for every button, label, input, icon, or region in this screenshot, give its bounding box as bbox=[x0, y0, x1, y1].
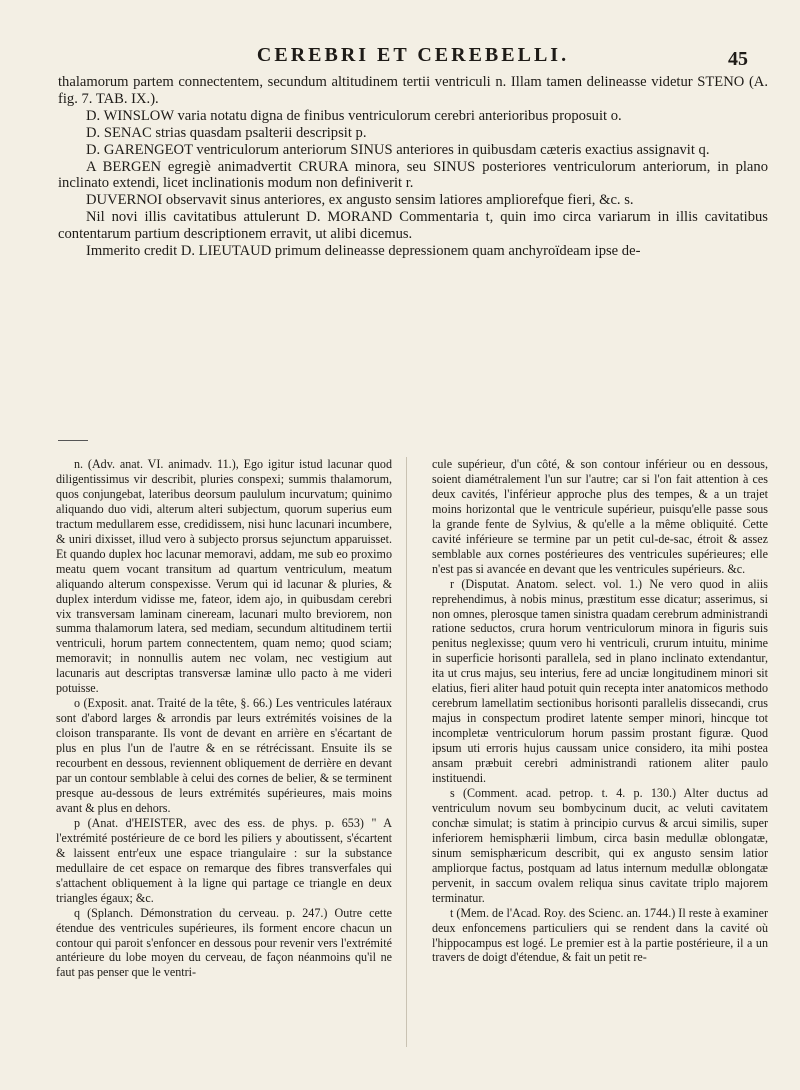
footnote: p (Anat. d'HEISTER, avec des ess. de phys. p. 653) " A l'extrémité postérieure de ce bord les piliers y aboutissent, s'écartent & laissent entr'eux une espace triangulaire : sur la substance medullaire de cet espace on remarque des fibres transverfales qui s'attachent obliquement à la ligne qui partage ce triangle en deux triangles égaux; &c. bbox=[56, 815, 392, 905]
footnotes bbox=[56, 457, 768, 980]
footnote: o (Exposit. anat. Traité de la tête, §. 66.) Les ventricules latéraux sont d'abord larges & arrondis par leurs extrémités voisines de la cloison transparante. Ils vont de devant en arrière en s'écartant de plus en plus l'un de l'autre & en se rétrécissant. Ensuite ils se recourbent en dessous, reviennent obliquement de derrière en devant par un contour semblable à celui des cornes de belier, & se terminent presque au-dessous de leurs extrémités supérieures, mais moins avant & plus en dehors. bbox=[56, 696, 392, 815]
main-paragraph: D. SENAC strias quasdam psalterii descripsit p. bbox=[86, 124, 367, 141]
running-title: CEREBRI ET CEREBELLI. bbox=[256, 44, 570, 66]
footnote: n. (Adv. anat. VI. animadv. 11.), Ego igitur istud lacunar quod diligentissimus vir describit, pluries conspexi; summis thalamorum, quos conjungebat, lateribus deorsum paululum incurvatum; quinimo aliquando duo vidi, alterum alteri subjectum, quorum superius eum tractum medullarem esse, credidissem, nisi hunc lacunari incumbere, & uniri dixisset, illud vero à subjecto prorsus sejunctum apparuisset. Et quando duplex hoc lacunar memoravi, addam, me sub eo proximo meatu quem vocant transitum ad quartum ventriculum, meatum aliquando alterum conspexisse. Verum qui id lacunar & pluries, & duplex interdum vidisse me, fateor, idem ajo, in quibusdam cerebri vix transversam laminam cineream, lacunari multo breviorem, non summa thalamorum latera, sed mediam, secundum altitudinem tertii ventriculi, horum partem connectentem, quam nemo; quod sciam; memoravit; in nonnullis autem nec volam, nec vestigium aut lacunaris aut descriptas transversæ laminæ ullo pacto à me videri potuisse. bbox=[56, 457, 392, 696]
main-paragraph: D. WINSLOW varia notatu digna de finibus ventriculorum cerebri anterioribus proposuit o. bbox=[86, 107, 622, 124]
main-paragraph: thalamorum partem connectentem, secundum altitudinem tertii ventriculi n. Illam tamen delineasse videtur STENO (A. fig. 7. TAB. IX.). bbox=[58, 74, 768, 107]
main-paragraph: Immerito credit D. LIEUTAUD primum delineasse depressionem quam anchyroïdeam ipse de- bbox=[86, 243, 641, 260]
page-number: 45 bbox=[728, 48, 748, 70]
footnotes-right-column bbox=[432, 457, 768, 980]
footnote: r (Disputat. Anatom. select. vol. 1.) Ne vero quod in aliis reprehendimus, à nobis minus, præstitum esse dicatur; asserimus, si non omnes, plerosque tamen sinistra quadam cerebrum administrandi ratione seductos, crura horum ventriculorum minora in figuris suis penitus neglexisse; quum vero hi ventriculi, crurum intuitu, minime in superficie horisonti parallela, sed in plano inclinato extendantur, ita ut crus majus, seu interius, fere ad unciæ longitudinem minori sit elatius, fieri aliter haud potuit quin recepta inter anatomicos methodo cerebrum lamellatim sectionibus horisonti parallelis dissecandi, crus majus in conspectum prodiret latente semper minori, hincque tot incompletæ ventriculorum horum passim prostant figuræ. Quod ipsum uti erroris hujus caussam unice considero, ita mihi postea ansam præbuit cerebri administrandi rationem aliter paulo instituendi. bbox=[432, 576, 768, 786]
main-paragraph: Nil novi illis cavitatibus attulerunt D. MORAND Commentaria t, quin imo circa variarum in illis cavitatibus contentarum partium descriptionem erravit, ut alibi dicemus. bbox=[58, 209, 768, 243]
main-paragraph: DUVERNOI observavit sinus anteriores, ex angusto sensim latiores ampliorefque fieri, &c. s. bbox=[86, 192, 634, 209]
footnote: q (Splanch. Démonstration du cerveau. p. 247.) Outre cette étendue des ventricules supérieures, ils forment encore chacun un contour qui paroit s'enfoncer en dessous pour revenir vers l'extrémité antérieure du lobe moyen du cerveau, de façon néanmoins qu'il ne faut pas penser que le ventri- bbox=[56, 905, 392, 980]
footnote: s (Comment. acad. petrop. t. 4. p. 130.) Alter ductus ad ventriculum novum seu bombycinum ducit, ac veluti cavitatem conchæ simulat; is statim à principio curvus & arcui similis, super inferiorem hemisphærii limbum, circa basin medullæ oblongatæ, sinum semisphæricum describit, qui ex angusto sensim latior ampliorque factus, postquam ad latus internum medullæ oblongatæ pervenit, in saccum ovalem reliqua sinus cavitate triplo majorem terminatur. bbox=[432, 785, 768, 905]
main-text bbox=[58, 74, 768, 260]
main-paragraph: A BERGEN egregiè animadvertit CRURA minora, seu SINUS posteriores ventriculorum anteriorum, in plano inclinato extendi, licet inclinationis modum non definiverit r. bbox=[58, 158, 768, 192]
footnote-rule bbox=[58, 440, 88, 441]
main-paragraph: D. GARENGEOT ventriculorum anteriorum SINUS anteriores in quibusdam cæteris exactius assignavit q. bbox=[86, 141, 710, 158]
footnote: cule supérieur, d'un côté, & son contour inférieur ou en dessous, soient diamétralement l'un sur l'autre; car si l'on fait attention à ces deux cavités, l'inférieur approche plus des tempes, & a un trajet moins horizontal que le ventricule supérieur, puisqu'elle passe sous la grande fente de Sylvius, & qu'elle a la même obliquité. Cette cavité inférieure se termine par un petit cul-de-sac, étroit & assez semblable aux cornes postérieures des ventricules supérieures; elle n'est pas si avancée en devant que les ventricules supérieurs. &c. bbox=[432, 457, 768, 576]
footnote: t (Mem. de l'Acad. Roy. des Scienc. an. 1744.) Il reste à examiner deux enfoncemens particuliers qui se rendent dans la cavité où l'hippocampus est logé. Le premier est à la partie postérieure, il a un travers de doigt d'étendue, & fait un petit re- bbox=[432, 905, 768, 965]
footnotes-left-column bbox=[56, 457, 392, 980]
